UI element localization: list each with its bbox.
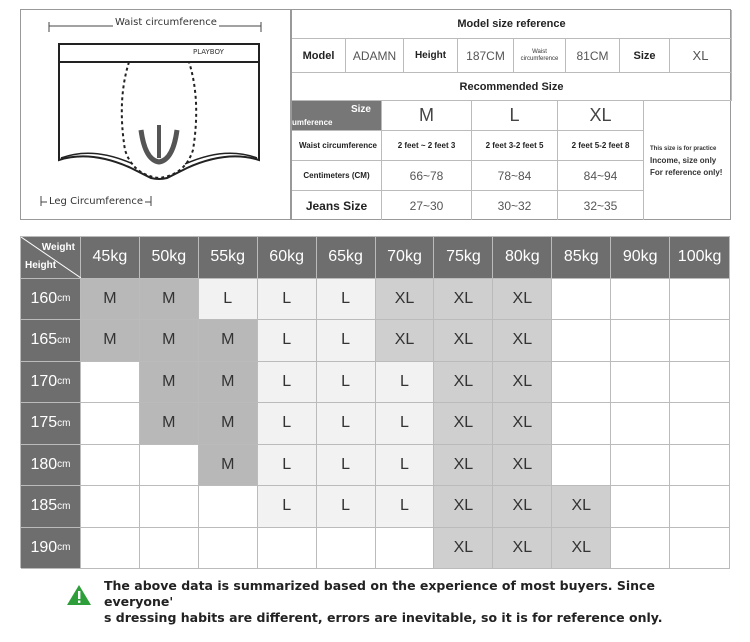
size-cell: [552, 320, 611, 362]
grid-row-190: [21, 528, 730, 570]
grid-header-row: [21, 237, 730, 279]
leg-circumference-label: Leg Circumference: [49, 196, 144, 207]
rec-waist-m: 2 feet ~ 2 feet 3: [382, 131, 472, 161]
size-cell: XL: [493, 528, 552, 570]
size-cell: L: [317, 486, 376, 528]
size-cell: M: [199, 403, 258, 445]
height-header: 160 cm: [21, 279, 81, 321]
size-reference-table: [291, 9, 731, 220]
rec-waist-xl: 2 feet 5-2 feet 8: [558, 131, 644, 161]
grid-row-165: [21, 320, 730, 362]
size-cell: L: [317, 362, 376, 404]
height-header: 180 cm: [21, 445, 81, 487]
size-cell: [611, 403, 670, 445]
weight-header: 75kg: [434, 237, 493, 279]
rec-row-label-jeans: Jeans Size: [292, 191, 382, 220]
size-cell: [611, 279, 670, 321]
grid-row-180: [21, 445, 730, 487]
weight-header: 50kg: [140, 237, 199, 279]
rec-cm-m: 66~78: [382, 161, 472, 191]
size-cell: M: [81, 279, 140, 321]
underwear-drawing: [21, 10, 292, 221]
size-cell: [670, 403, 730, 445]
rec-jeans-l: 30~32: [472, 191, 558, 220]
weight-header: 85kg: [552, 237, 611, 279]
size-value: XL: [670, 39, 732, 73]
size-cell: XL: [493, 362, 552, 404]
size-cell: [611, 362, 670, 404]
size-cell: [81, 362, 140, 404]
size-cell: [81, 486, 140, 528]
rec-row-label-cm: Centimeters (CM): [292, 161, 382, 191]
size-cell: M: [81, 320, 140, 362]
recommended-title: Recommended Size: [292, 73, 732, 101]
height-header: 175 cm: [21, 403, 81, 445]
size-cell: [81, 528, 140, 570]
size-cell: [317, 528, 376, 570]
rec-size-xl: XL: [558, 101, 644, 131]
grid-corner: Weight Height: [21, 237, 81, 279]
rec-jeans-m: 27~30: [382, 191, 472, 220]
size-cell: [670, 486, 730, 528]
size-cell: XL: [434, 445, 493, 487]
size-cell: [670, 528, 730, 570]
waist-label-small: Waist circumference: [514, 39, 566, 73]
size-cell: L: [258, 403, 317, 445]
size-cell: [611, 445, 670, 487]
rec-size-m: M: [382, 101, 472, 131]
size-cell: XL: [434, 362, 493, 404]
size-cell: XL: [376, 320, 435, 362]
rec-cm-l: 78~84: [472, 161, 558, 191]
height-header: 170 cm: [21, 362, 81, 404]
weight-header: 70kg: [376, 237, 435, 279]
size-cell: [552, 403, 611, 445]
size-cell: L: [258, 362, 317, 404]
size-cell: [552, 362, 611, 404]
size-cell: [670, 362, 730, 404]
size-cell: M: [140, 403, 199, 445]
weight-header: 45kg: [81, 237, 140, 279]
weight-header: 80kg: [493, 237, 552, 279]
size-cell: L: [317, 320, 376, 362]
size-cell: XL: [493, 320, 552, 362]
size-cell: [611, 486, 670, 528]
weight-header: 55kg: [199, 237, 258, 279]
size-cell: L: [258, 486, 317, 528]
warning-icon: [66, 584, 92, 606]
weight-height-size-grid: [20, 236, 730, 568]
size-cell: XL: [493, 403, 552, 445]
weight-header: 100kg: [670, 237, 730, 279]
size-cell: L: [376, 486, 435, 528]
size-cell: M: [140, 320, 199, 362]
size-cell: L: [376, 362, 435, 404]
size-cell: [81, 403, 140, 445]
size-label: Size: [620, 39, 670, 73]
size-cell: XL: [552, 528, 611, 570]
grid-row-160: [21, 279, 730, 321]
size-cell: [81, 445, 140, 487]
size-cell: [199, 528, 258, 570]
size-cell: [376, 528, 435, 570]
grid-row-175: [21, 403, 730, 445]
weight-header: 65kg: [317, 237, 376, 279]
height-label: Height: [404, 39, 458, 73]
rec-cm-xl: 84~94: [558, 161, 644, 191]
weight-header: 60kg: [258, 237, 317, 279]
size-cell: [611, 320, 670, 362]
size-cell: M: [199, 362, 258, 404]
size-cell: L: [258, 320, 317, 362]
size-cell: L: [258, 445, 317, 487]
disclaimer-line-1: The above data is summarized based on the experience of most buyers. Since everyone': [104, 578, 655, 609]
size-cell: [552, 445, 611, 487]
grid-row-185: [21, 486, 730, 528]
size-cell: XL: [376, 279, 435, 321]
size-cell: XL: [493, 445, 552, 487]
size-cell: L: [317, 403, 376, 445]
size-cell: M: [140, 362, 199, 404]
size-cell: L: [317, 279, 376, 321]
size-cell: L: [258, 279, 317, 321]
size-cell: [199, 486, 258, 528]
size-cell: L: [376, 445, 435, 487]
model-ref-title: Model size reference: [292, 10, 732, 39]
rec-size-l: L: [472, 101, 558, 131]
height-header: 185 cm: [21, 486, 81, 528]
size-cell: [552, 279, 611, 321]
size-cell: XL: [493, 486, 552, 528]
weight-header: 90kg: [611, 237, 670, 279]
size-cell: XL: [434, 403, 493, 445]
size-cell: L: [376, 403, 435, 445]
model-value: ADAMN: [346, 39, 404, 73]
size-cell: [670, 279, 730, 321]
brand-label: PLAYBOY: [193, 48, 224, 56]
size-cell: [670, 445, 730, 487]
size-cell: XL: [552, 486, 611, 528]
size-cell: [140, 528, 199, 570]
waist-value: 81CM: [566, 39, 620, 73]
size-cell: M: [199, 320, 258, 362]
grid-row-170: [21, 362, 730, 404]
size-cell: XL: [434, 279, 493, 321]
size-cell: XL: [493, 279, 552, 321]
size-cell: [140, 445, 199, 487]
grid-body: [21, 279, 730, 570]
size-cell: L: [199, 279, 258, 321]
rec-row-label-waist: Waist circumference: [292, 131, 382, 161]
size-cell: XL: [434, 528, 493, 570]
size-cell: [140, 486, 199, 528]
rec-jeans-xl: 32~35: [558, 191, 644, 220]
height-header: 190 cm: [21, 528, 81, 570]
underwear-illustration: [20, 9, 291, 220]
rec-waist-l: 2 feet 3-2 feet 5: [472, 131, 558, 161]
height-header: 165 cm: [21, 320, 81, 362]
size-cell: [670, 320, 730, 362]
recommended-corner: Size umference: [292, 101, 382, 131]
size-cell: M: [140, 279, 199, 321]
model-label: Model: [292, 39, 346, 73]
size-cell: [611, 528, 670, 570]
size-cell: L: [317, 445, 376, 487]
recommended-note: This size is for practice Income, size only For reference only!: [650, 146, 723, 177]
size-cell: [258, 528, 317, 570]
size-cell: M: [199, 445, 258, 487]
disclaimer-line-2: s dressing habits are different, errors are inevitable, so it is for reference only.: [104, 610, 663, 625]
disclaimer-text: [104, 578, 684, 626]
height-value: 187CM: [458, 39, 514, 73]
size-cell: XL: [434, 486, 493, 528]
size-cell: XL: [434, 320, 493, 362]
waist-circumference-label: Waist circumference: [115, 17, 217, 28]
